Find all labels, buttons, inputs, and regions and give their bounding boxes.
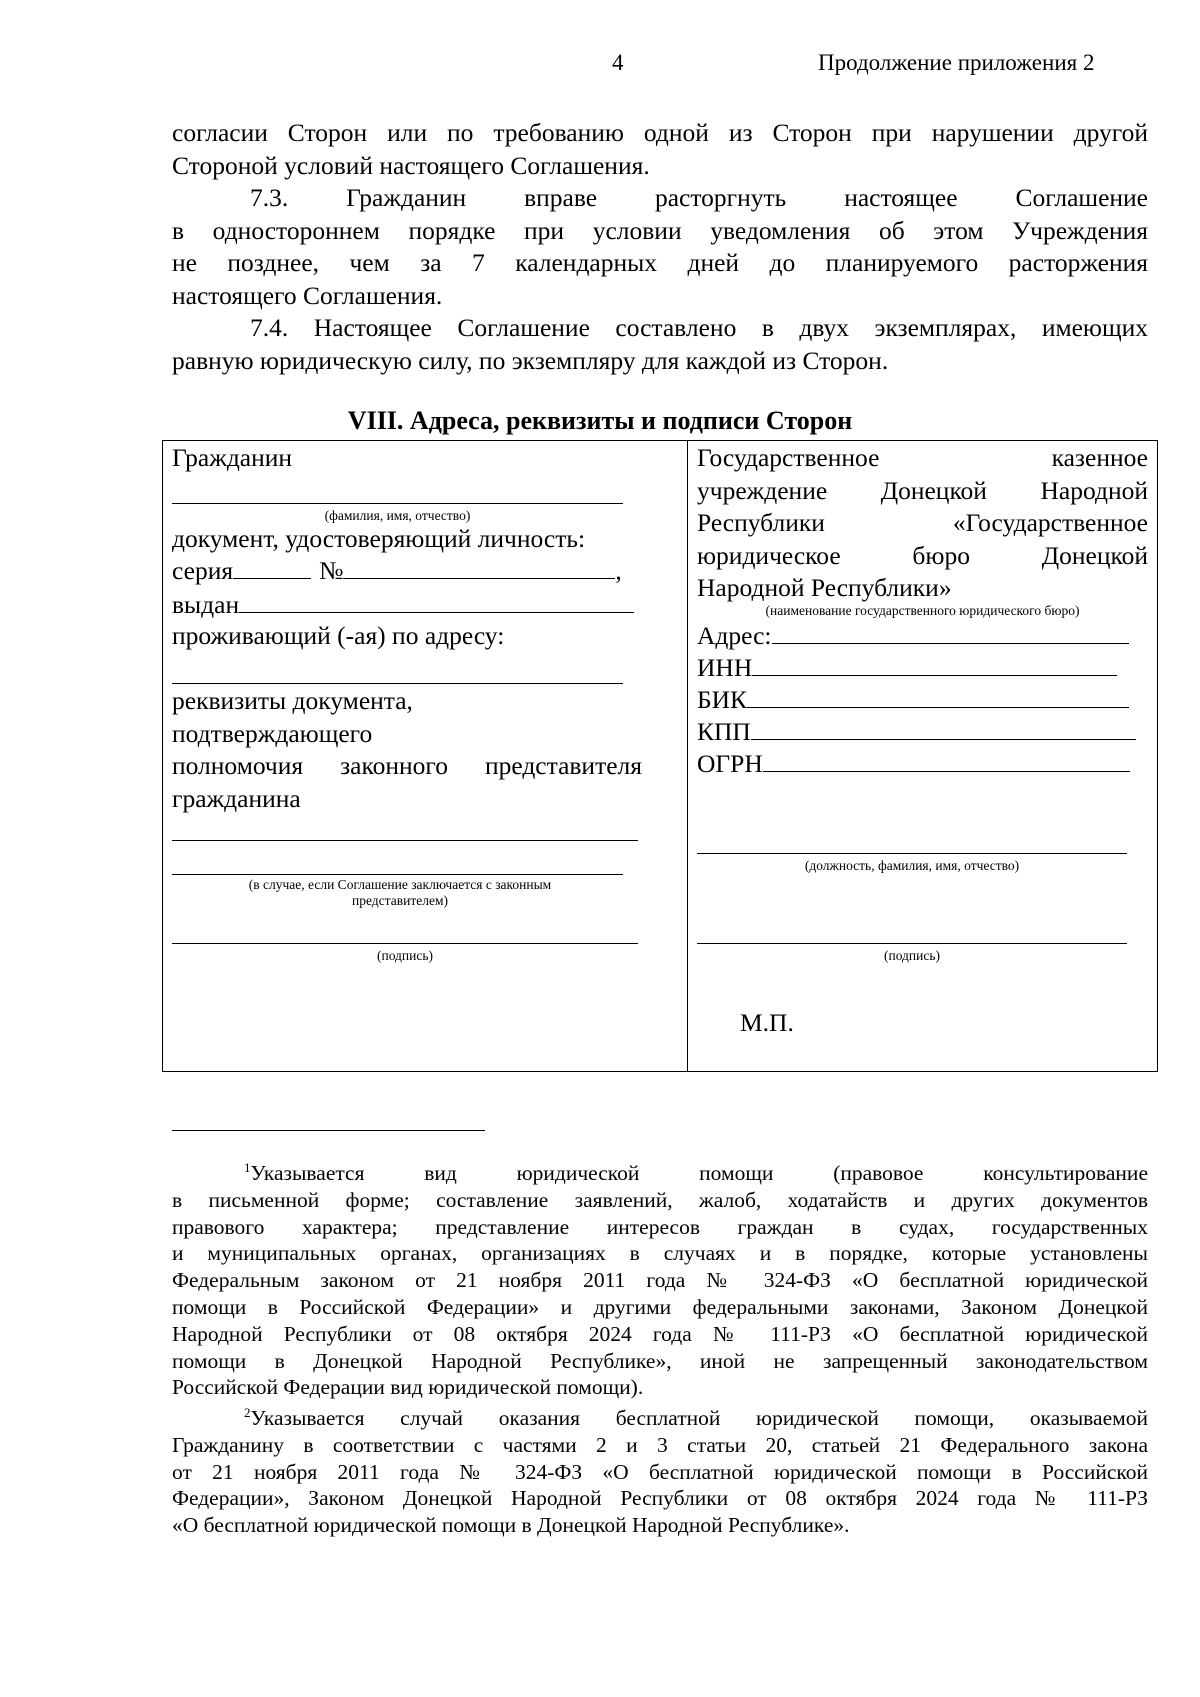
footnote-mark: 1 — [244, 1160, 251, 1175]
text-line: Федерации», Законом Донецкой Народной Республики от 08 октября 2024 года № 111-РЗ — [172, 1486, 1148, 1511]
text-line: в письменной форме; составление заявлений, жалоб, ходатайств и других документов — [172, 1187, 1148, 1212]
text-line: $^1$Указывается вид юридической помощи (правовое консультирование — [244, 1160, 1148, 1185]
text-line: Народной Республики» — [697, 573, 952, 602]
kpp-label: КПП — [697, 717, 751, 746]
org-field-address — [697, 620, 1148, 653]
org-field-inn — [697, 652, 1148, 685]
text-line: 7.3. Гражданин вправе расторгнуть настоящее Соглашение — [250, 183, 1148, 212]
position-line — [697, 853, 1127, 854]
text-line: настоящего Соглашения. — [172, 280, 443, 310]
text-line: полномочия законного представителя — [172, 751, 642, 780]
text-line: юридическое бюро Донецкой — [697, 540, 1148, 570]
org-signature-caption: (подпись) — [883, 948, 941, 963]
text-line: Стороной условий настоящего Соглашения. — [172, 150, 650, 180]
number-label: № — [319, 556, 344, 585]
text-line: помощи в Российской Федерации» и другими федеральными законами, Законом Донецкой — [172, 1294, 1148, 1319]
ogrn-label: ОГРН — [697, 749, 763, 778]
comma: , — [615, 556, 622, 585]
citizen-heading: Гражданин — [172, 443, 293, 472]
bik-label: БИК — [697, 685, 748, 714]
address-label: проживающий (-ая) по адресу: — [172, 621, 505, 650]
issued-field — [239, 590, 634, 613]
number-field — [343, 556, 615, 579]
text-line: гражданина — [172, 783, 301, 813]
text-line: Государственное казенное — [697, 443, 1148, 472]
text-line: «О бесплатной юридической помощи в Донецкой Народной Республике». — [172, 1513, 850, 1538]
citizen-signature-caption: (подпись) — [376, 948, 434, 963]
paragraph-7-3 — [172, 182, 1148, 312]
address-line — [172, 683, 623, 684]
bik-field — [747, 685, 1129, 708]
text-line: $^2$Указывается случай оказания бесплатной юридической помощи, оказываемой — [244, 1405, 1148, 1430]
text-line: Российской Федерации вид юридической помощи). — [172, 1375, 644, 1400]
footnote-separator — [172, 1130, 485, 1131]
organization-name — [697, 442, 1148, 605]
org-field-ogrn — [697, 748, 1148, 781]
text-line: в одностороннем порядке при условии уведомления об этом Учреждения — [172, 215, 1148, 245]
position-caption: (должность, фамилия, имя, отчество) — [804, 858, 1020, 873]
appendix-continuation: Продолжение приложения 2 — [818, 50, 1095, 75]
text-line: помощи в Донецкой Народной Республике», иной не запрещенный законодательством — [172, 1348, 1148, 1373]
fio-caption: (фамилия, имя, отчество) — [324, 508, 471, 523]
table-column-divider — [687, 440, 688, 1072]
address-field-label: Адрес: — [697, 621, 772, 650]
org-field-kpp — [697, 716, 1148, 749]
issued-label: выдан — [172, 590, 240, 619]
text-line: Гражданину в соответствии с частями 2 и 3 статьи 20, статьей 21 Федерального закона — [172, 1432, 1148, 1457]
citizen-signature-line — [172, 943, 638, 944]
text-line: не позднее, чем за 7 календарных дней до планируемого расторжения — [172, 248, 1148, 277]
series-field — [233, 556, 311, 579]
stamp-place: М.П. — [740, 1008, 794, 1037]
text-line: Республики «Государственное — [697, 508, 1148, 537]
text-line: от 21 ноября 2011 года № 324-ФЗ «О бесплатной юридической помощи в Российской — [172, 1459, 1148, 1484]
id-document-label: документ, удостоверяющий личность: — [172, 524, 586, 553]
text-line: Федеральным законом от 21 ноября 2011 года № 324-ФЗ «О бесплатной юридической — [172, 1268, 1148, 1293]
org-signature-line — [697, 943, 1127, 944]
text-line: равную юридическую силу, по экземпляру для каждой из Сторон. — [172, 345, 889, 375]
ogrn-field — [763, 749, 1130, 772]
inn-field — [752, 653, 1117, 676]
issued-row — [172, 589, 638, 622]
org-field-bik — [697, 684, 1148, 717]
representative-line-1 — [172, 840, 638, 841]
series-label: серия — [172, 556, 234, 585]
text-line: реквизиты документа, — [172, 686, 413, 715]
series-number-row — [172, 555, 638, 588]
footnote-mark: 2 — [244, 1405, 251, 1420]
organization-caption: (наименование государственного юридического бюро) — [765, 603, 1080, 618]
paragraph-7-2-end — [172, 117, 1148, 182]
text-line: 7.4. Настоящее Соглашение составлено в двух экземплярах, имеющих — [250, 313, 1148, 342]
text-line: согласии Сторон или по требованию одной из Сторон при нарушении другой — [172, 118, 1148, 147]
text-line: и муниципальных органах, организациях в случаях и в порядке, которые установлены — [172, 1241, 1148, 1266]
kpp-field — [751, 717, 1136, 740]
text-line: учреждение Донецкой Народной — [697, 475, 1148, 505]
footnote-1 — [172, 1160, 1148, 1401]
representative-line-2 — [172, 874, 623, 875]
text-line: подтверждающего — [172, 718, 373, 748]
footnote-2 — [172, 1405, 1148, 1539]
page-number: 4 — [612, 50, 624, 75]
inn-label: ИНН — [697, 653, 753, 682]
address-field — [772, 621, 1129, 644]
paragraph-7-4 — [172, 312, 1148, 377]
representative-document-block — [172, 685, 652, 815]
text-line: правового характера; представление интересов граждан в судах, государственных — [172, 1214, 1148, 1239]
section-title: VIII. Адреса, реквизиты и подписи Сторон — [347, 406, 853, 435]
fio-line — [172, 503, 623, 504]
representative-caption: (в случае, если Соглашение заключается с законным представителем) — [248, 877, 552, 908]
text-line: Народной Республики от 08 октября 2024 года № 111-РЗ «О бесплатной юридической — [172, 1321, 1148, 1346]
